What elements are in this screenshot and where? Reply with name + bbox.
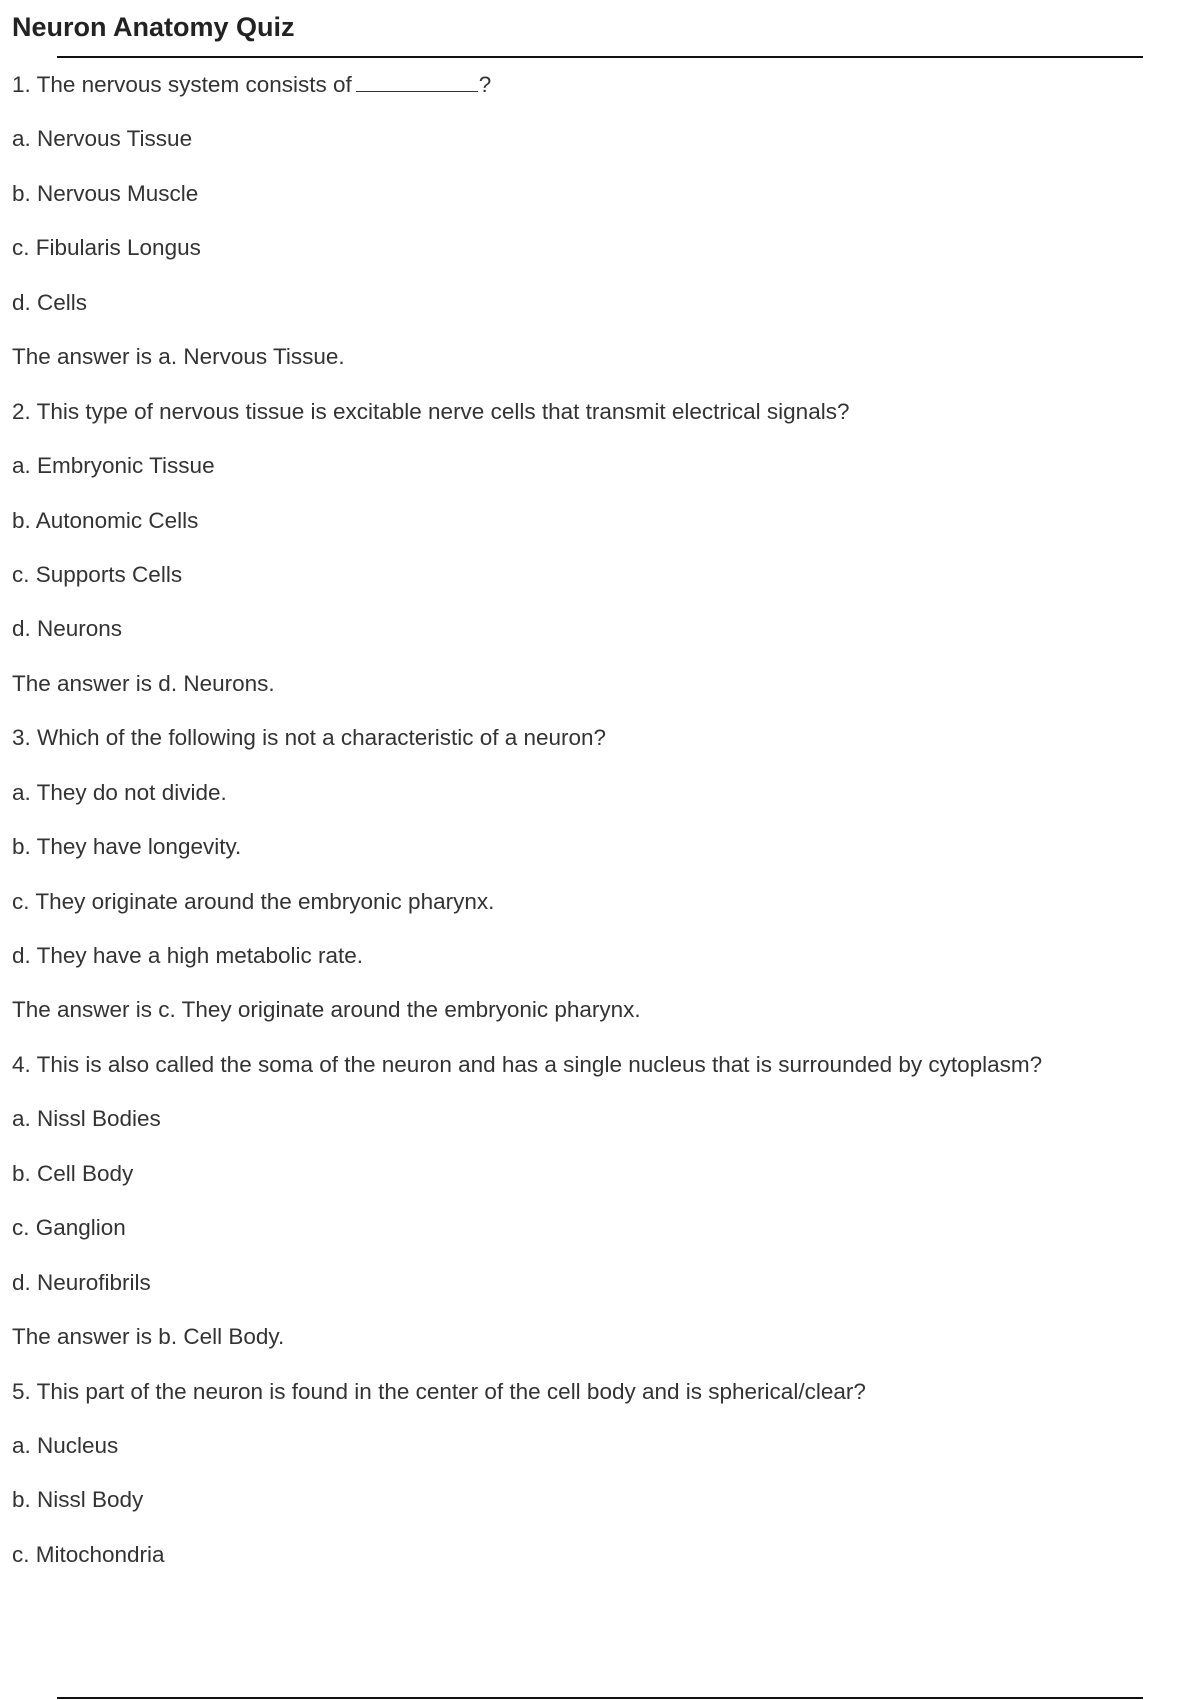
option-4c: c. Ganglion [12, 1215, 126, 1241]
option-2c: c. Supports Cells [12, 561, 183, 587]
option-2a: a. Embryonic Tissue [12, 453, 215, 479]
option-3c: c. They originate around the embryonic pharynx. [12, 888, 495, 914]
option-4a: a. Nissl Bodies [12, 1106, 161, 1132]
option-1c: c. Fibularis Longus [12, 235, 201, 261]
option-4d: d. Neurofibrils [12, 1269, 151, 1295]
header-divider [57, 56, 1143, 58]
question-1-text: 1. The nervous system consists of [12, 72, 352, 97]
option-1b: b. Nervous Muscle [12, 180, 199, 206]
footer-divider [57, 1697, 1143, 1699]
answer-blank [356, 67, 478, 92]
question-4: 4. This is also called the soma of the neuron and has a single nucleus that is surrounded by cytoplasm? [12, 1051, 1043, 1077]
option-3b: b. They have longevity. [12, 834, 242, 860]
page-title: Neuron Anatomy Quiz [12, 12, 295, 42]
question-2: 2. This type of nervous tissue is excitable nerve cells that transmit electrical signals? [12, 398, 850, 424]
option-3d: d. They have a high metabolic rate. [12, 943, 364, 968]
option-1a: a. Nervous Tissue [12, 126, 193, 152]
option-2b: b. Autonomic Cells [12, 507, 199, 533]
quiz-body [12, 66, 1160, 1590]
option-5c: c. Mitochondria [12, 1541, 165, 1567]
question-1-mark: ? [478, 72, 492, 97]
option-3a: a. They do not divide. [12, 779, 227, 805]
question-3: 3. Which of the following is not a characteristic of a neuron? [12, 725, 607, 751]
answer-3: The answer is c. They originate around the embryonic pharynx. [12, 997, 641, 1023]
answer-4: The answer is b. Cell Body. [12, 1324, 285, 1350]
option-4b: b. Cell Body [12, 1160, 134, 1186]
option-1d: d. Cells [12, 289, 88, 315]
option-5b: b. Nissl Body [12, 1487, 144, 1513]
answer-2: The answer is d. Neurons. [12, 670, 275, 696]
option-2d: d. Neurons [12, 616, 123, 642]
answer-1: The answer is a. Nervous Tissue. [12, 344, 345, 370]
question-1 [12, 66, 1160, 120]
option-5a: a. Nucleus [12, 1432, 119, 1458]
question-5: 5. This part of the neuron is found in the center of the cell body and is spherical/clear? [12, 1378, 866, 1404]
